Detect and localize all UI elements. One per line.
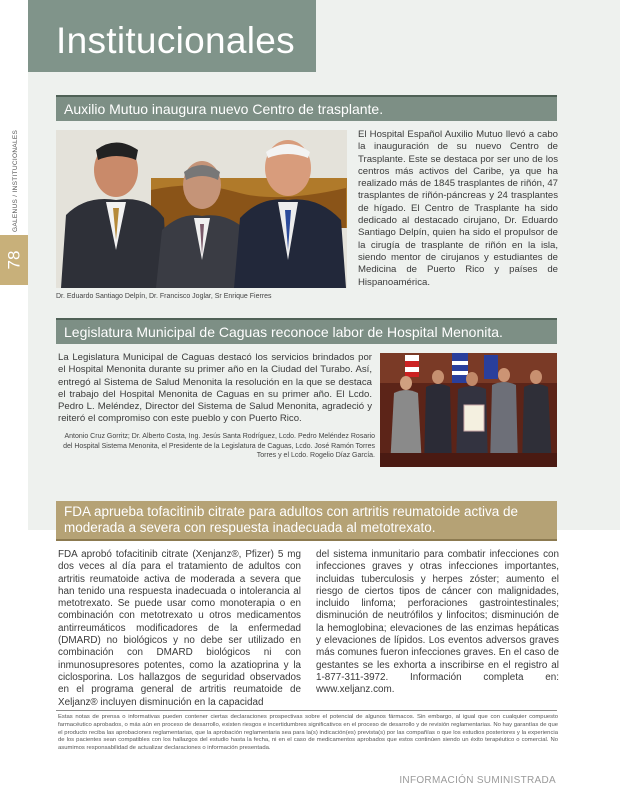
article2-title: Legislatura Municipal de Caguas reconoce labor de Hospital Menonita. — [56, 318, 557, 344]
article3-column-right: del sistema inmunitario para combatir infecciones con infecciones graves y otras infecciones importantes, incluidas tuberculosis y herpes zóster; aumento el riesgo de ciertos tipos de cáncer con malignidades, incluido linfoma; perforaciones gastrointestinales; disminución de neutrófilos y linfocitos; disminución de la hemoglobina; elevaciones de las enzimas hepáticas y elevaciones de lípidos. Los eventos adversos graves más comunes fueron infecciones graves. En el caso de gestantes se les exhorta a inscribirse en el registro al 1-877-311-3972. Información completa en: www.xeljanz.com. — [316, 549, 559, 696]
sidebar-section-label: GALENUS / INSTITUCIONALES — [12, 129, 19, 232]
footer-label: INFORMACIÓN SUMINISTRADA — [399, 775, 556, 786]
article2-caption: Antonio Cruz Gorritz; Dr. Alberto Costa, Ing. Jesús Santa Rodríguez, Lcdo. Pedro Meléndez Rosario del Hospital Sistema Menonita, el Presidente de la Legislatura de Caguas, Lcdo. José Ramón Torres Torres y el Lcdo. Rogelio Díaz García. — [63, 433, 375, 459]
page-number-box — [0, 235, 28, 285]
group-photo-three-men — [56, 130, 347, 288]
article2-photo — [380, 353, 557, 467]
disclaimer-divider — [56, 710, 557, 711]
article1-body: El Hospital Español Auxilio Mutuo llevó a cabo la inauguración de su nuevo Centro de Trasplante. Este se destaca por ser uno de los centros más activos del Caribe, ya que ha realizado más de 1845 trasplantes de riñón, 47 trasplantes de riñón-páncreas y 24 trasplantes de hígado. El Centro de Trasplante ha sido dedicado al destacado cirujano, Dr. Eduardo Santiago Delpín, quien ha sido el propulsor de la cirugía de trasplante de riñón en la isla, siendo mentor de cirujanos y estudiantes de Medicina de Puerto Rico y países de Hispanoamérica. — [358, 129, 558, 288]
article3-title: FDA aprueba tofacitinib citrate para adultos con artritis reumatoide activa de moderada a severa con respuesta inadecuada al metotrexato. — [56, 501, 557, 541]
group-photo-ceremony — [380, 353, 557, 467]
article1-caption: Dr. Eduardo Santiago Delpín, Dr. Francisco Joglar, Sr Enrique Fierres — [56, 293, 272, 300]
article1-title: Auxilio Mutuo inaugura nuevo Centro de trasplante. — [56, 95, 557, 121]
article1-photo — [56, 130, 347, 288]
article2-body: La Legislatura Municipal de Caguas destacó los servicios brindados por el Hospital Menonita durante su primer año en la Ciudad del Turabo. Así, entregó al Sistema de Salud Menonita la resolución en la que se destaca el trabajo del Hospital Menonita de Caguas en su primer año. El Lcdo. Pedro L. Meléndez, Director del Sistema de Salud Menonita, agradeció y reiteró el compromiso con este pueblo y con Puerto Rico. — [58, 352, 372, 425]
page-number: 78 — [3, 250, 23, 270]
disclaimer-text: Estas notas de prensa o informativas pueden contener ciertas declaraciones prospectivas sobre el potencial de algunos fármacos. Sin embargo, al igual que con cualquier compuesto farmacéutico aprobados, o más aún en proceso de desarrollo, existen riesgos e incertidumbres significativos en el proceso de desarrollo y de revisión reglamentarias. No hay garantías de que el producto reciba las aprobaciones reglamentarias, que la aprobación reglamentaria sea para la(s) indicación(es) prevista(s) por las compañías o que los estudios posteriores y la experiencia de los pacientes sean compatibles con los hallazgos del estudio hasta la fecha, ni en el caso de medicamentos aprobados que estos continúen siendo un éxito terapéutico o comercial. No asumimos responsabilidad de actualizar declaraciones o información presentada. — [58, 714, 558, 752]
page-title: Institucionales — [56, 20, 295, 61]
article3-column-left: FDA aprobó tofacitinib citrate (Xenjanz®, Pfizer) 5 mg dos veces al día para el tratamiento de adultos con artritis reumatoide activa de moderada a severa que han tenido una respuesta inadecuada o intolerancia al metotrexato. Se puede usar como monoterapia o en combinación con metotrexato u otros medicamentos antirreumáticos modificadores de la enfermedad (DMARD) no biológicos y no debe ser utilizado en combinación con DMARD biológicos ni con inmunosupresores potentes, como la azatioprina y la ciclosporina. Los hallazgos de seguridad observados en el programa general de artritis reumatoide de Xeljanz® incluyen disminución en la capacidad — [58, 549, 301, 708]
